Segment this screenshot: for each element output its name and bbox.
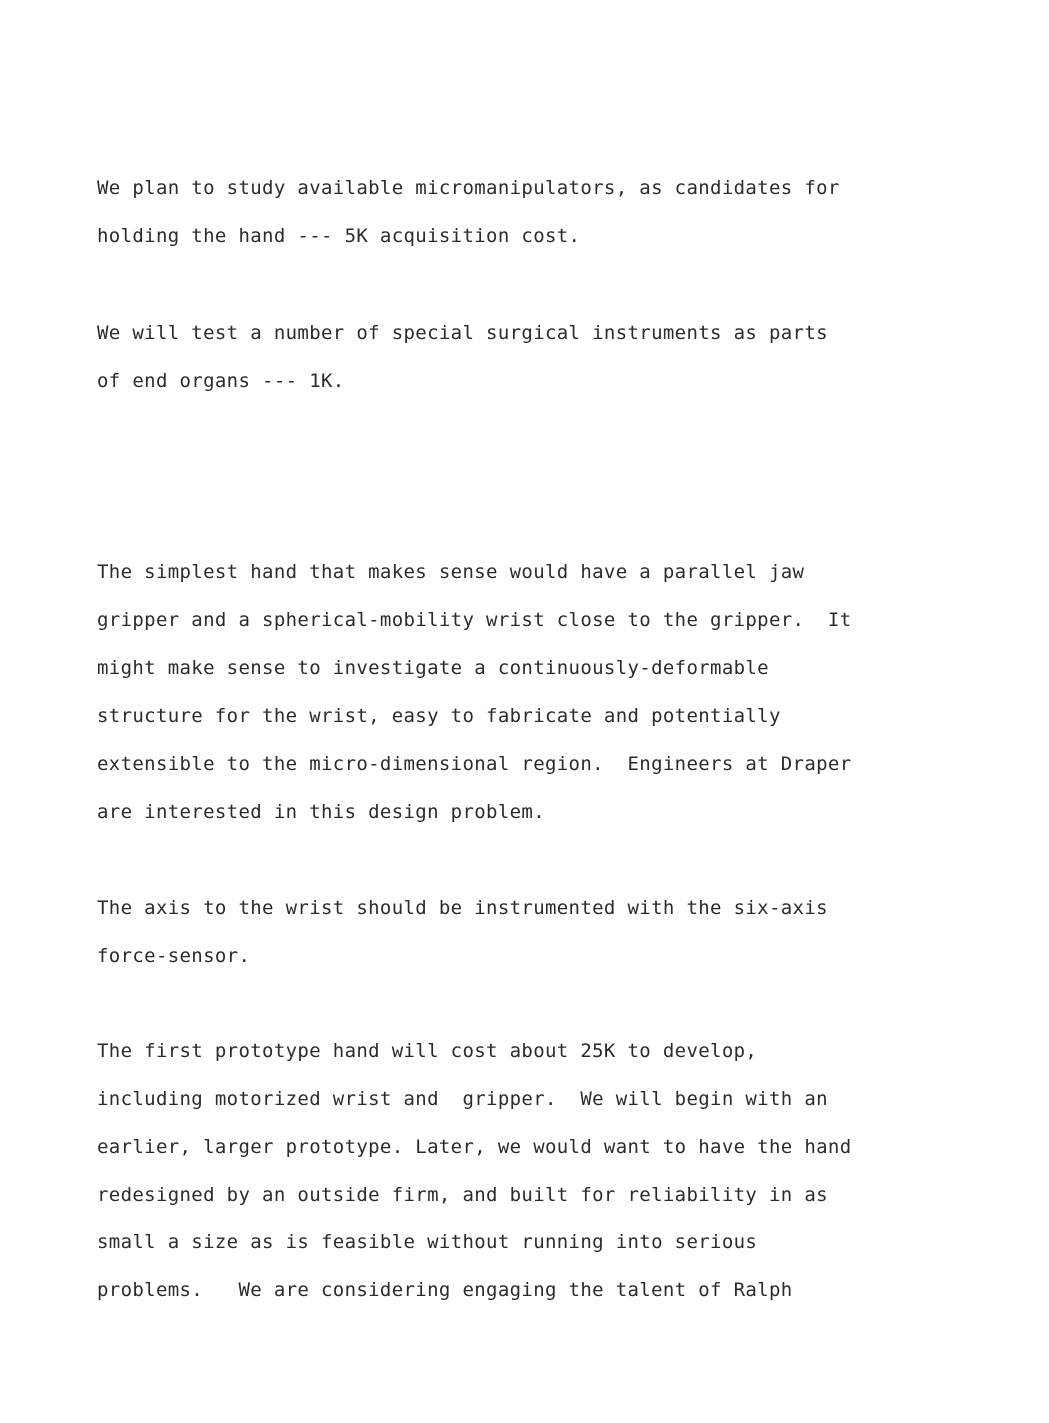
text-line: small a size as is feasible without running into serious xyxy=(97,1231,758,1253)
text-line: including motorized wrist and gripper. We will begin with an xyxy=(97,1088,828,1110)
text-line: are interested in this design problem. xyxy=(97,801,545,823)
text-line: The first prototype hand will cost about 25K to develop, xyxy=(97,1040,758,1062)
text-line: The simplest hand that makes sense would have a parallel jaw xyxy=(97,561,805,583)
text-line: of end organs --- 1K. xyxy=(97,370,345,392)
text-line: earlier, larger prototype. Later, we would want to have the hand xyxy=(97,1136,852,1158)
text-line: structure for the wrist, easy to fabricate and potentially xyxy=(97,705,781,727)
text-line: extensible to the micro-dimensional region. Engineers at Draper xyxy=(97,753,852,775)
text-line: We will test a number of special surgical instruments as parts xyxy=(97,322,828,344)
text-line: force-sensor. xyxy=(97,945,251,967)
text-line: might make sense to investigate a continuously-deformable xyxy=(97,657,769,679)
text-line: gripper and a spherical-mobility wrist close to the gripper. It xyxy=(97,609,852,631)
text-line: holding the hand --- 5K acquisition cost. xyxy=(97,225,581,247)
text-line: We plan to study available micromanipulators, as candidates for xyxy=(97,177,840,199)
text-line: The axis to the wrist should be instrumented with the six-axis xyxy=(97,897,828,919)
text-line: redesigned by an outside firm, and built for reliability in as xyxy=(97,1184,828,1206)
text-line: problems. We are considering engaging the talent of Ralph xyxy=(97,1279,793,1301)
